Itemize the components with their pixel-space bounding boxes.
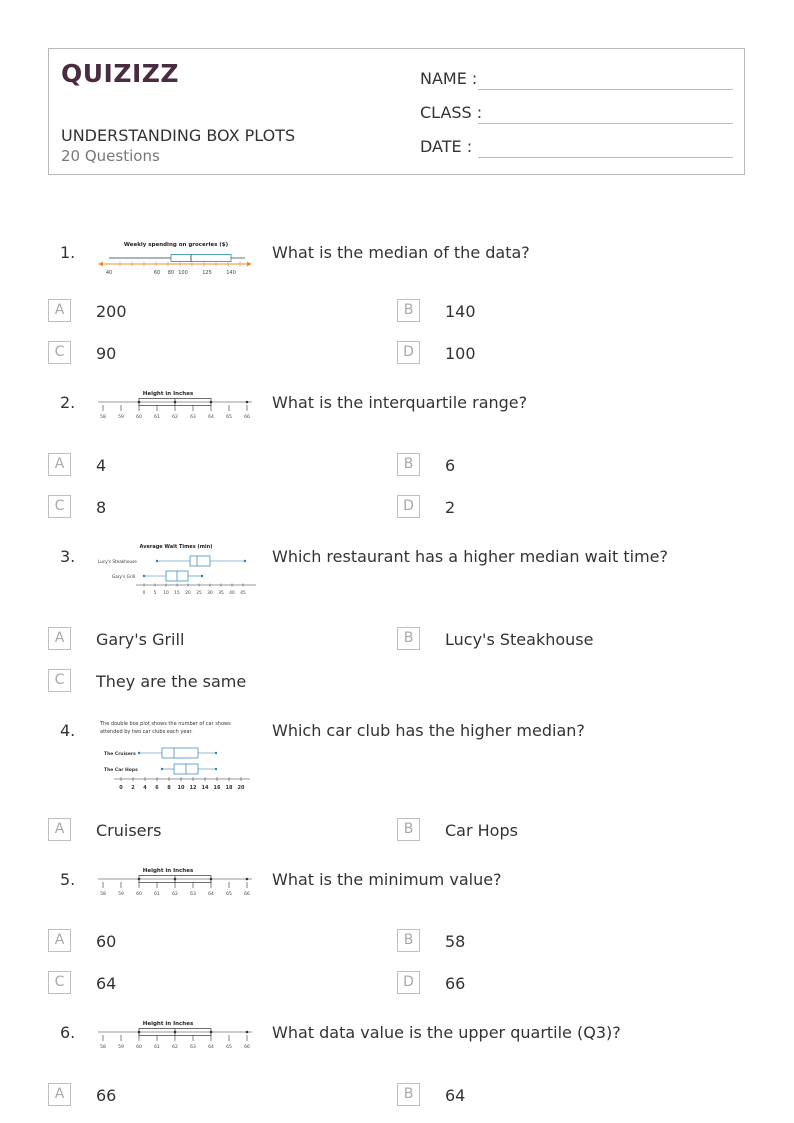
boxplot xyxy=(109,255,245,262)
option-d-box[interactable]: D xyxy=(397,495,420,518)
option-b-box[interactable]: B xyxy=(397,818,420,841)
tick-label: 59 xyxy=(118,892,124,897)
tick-label: 66 xyxy=(244,892,250,897)
option-c-text[interactable]: 8 xyxy=(96,498,107,517)
tick-label: 65 xyxy=(226,415,232,420)
option-b-text[interactable]: 58 xyxy=(445,932,466,951)
tick-label: 30 xyxy=(207,591,213,596)
tick-label: 58 xyxy=(100,1045,106,1050)
option-a-text[interactable]: 4 xyxy=(96,456,107,475)
option-a-box[interactable]: A xyxy=(48,627,71,650)
option-d-text[interactable]: 66 xyxy=(445,974,466,993)
option-b-box[interactable]: B xyxy=(397,453,420,476)
tick-label: 63 xyxy=(190,415,196,420)
tick-label: 59 xyxy=(118,1045,124,1050)
tick-label: 58 xyxy=(100,415,106,420)
date-line xyxy=(478,157,733,158)
tick-label: 14 xyxy=(201,785,209,791)
question-text: What is the median of the data? xyxy=(272,243,530,262)
option-c-box[interactable]: C xyxy=(48,971,71,994)
question-count: 20 Questions xyxy=(61,147,160,165)
option-c-box[interactable]: C xyxy=(48,495,71,518)
option-a-text[interactable]: Gary's Grill xyxy=(96,630,185,649)
option-b-box[interactable]: B xyxy=(397,627,420,650)
tick-label: 62 xyxy=(172,415,178,420)
question-text: What is the minimum value? xyxy=(272,870,502,889)
option-a-box[interactable]: A xyxy=(48,818,71,841)
box xyxy=(171,255,231,262)
option-a-box[interactable]: A xyxy=(48,1083,71,1106)
tick-label: 15 xyxy=(174,591,180,596)
tick-label: 65 xyxy=(226,892,232,897)
question-1-boxplot xyxy=(96,238,256,278)
tick-label: 62 xyxy=(172,1045,178,1050)
tick-label: 5 xyxy=(153,591,157,596)
tick-label: 60 xyxy=(136,1045,142,1050)
date-label: DATE : xyxy=(420,137,473,156)
tick-label: 64 xyxy=(208,415,214,420)
tick-label: 45 xyxy=(240,591,246,596)
worksheet-title: UNDERSTANDING BOX PLOTS xyxy=(61,126,296,145)
tick-label: 100 xyxy=(178,270,188,276)
option-b-text[interactable]: Lucy's Steakhouse xyxy=(445,630,594,649)
option-b-box[interactable]: B xyxy=(397,1083,420,1106)
figure-title: Weekly spending on groceries ($) xyxy=(123,242,229,248)
option-a-box[interactable]: A xyxy=(48,299,71,322)
tick-label: 10 xyxy=(177,785,185,791)
tick-label: 60 xyxy=(136,892,142,897)
row-label: Lucy's Steakhouse xyxy=(98,559,137,564)
tick-label: 2 xyxy=(131,785,135,791)
tick-label: 16 xyxy=(213,785,221,791)
option-c-text[interactable]: 90 xyxy=(96,344,117,363)
tick-label: 10 xyxy=(163,591,169,596)
question-6-boxplot xyxy=(96,1018,256,1054)
tick-label: 40 xyxy=(105,270,113,276)
arrow-right xyxy=(247,262,252,267)
tick-label: 65 xyxy=(226,1045,232,1050)
ticks xyxy=(103,882,247,888)
tick-label: 25 xyxy=(196,591,202,596)
row-label: The Cruisers xyxy=(104,752,136,757)
option-d-box[interactable]: D xyxy=(397,341,420,364)
tick-label: 61 xyxy=(154,892,160,897)
tick-label: 0 xyxy=(119,785,123,791)
worksheet-header xyxy=(48,48,745,175)
option-a-text[interactable]: 66 xyxy=(96,1086,117,1105)
figure-title: Height in Inches xyxy=(142,868,194,874)
tick-label: 80 xyxy=(167,270,175,276)
option-c-box[interactable]: C xyxy=(48,669,71,692)
question-4-boxplot xyxy=(96,716,256,794)
option-b-text[interactable]: Car Hops xyxy=(445,821,518,840)
question-number: 6. xyxy=(60,1023,76,1042)
option-a-box[interactable]: A xyxy=(48,453,71,476)
tick-label: 63 xyxy=(190,1045,196,1050)
option-b-text[interactable]: 6 xyxy=(445,456,456,475)
row-label: The Car Hops xyxy=(104,768,138,773)
tick-label: 8 xyxy=(167,785,171,791)
question-text: Which restaurant has a higher median wait time? xyxy=(272,547,668,566)
option-a-box[interactable]: A xyxy=(48,929,71,952)
ticks xyxy=(103,405,247,411)
option-b-box[interactable]: B xyxy=(397,929,420,952)
question-text: What is the interquartile range? xyxy=(272,393,528,412)
question-5-boxplot xyxy=(96,865,256,901)
tick-label: 6 xyxy=(155,785,159,791)
tick-label: 64 xyxy=(208,892,214,897)
question-number: 2. xyxy=(60,393,76,412)
option-a-text[interactable]: 60 xyxy=(96,932,117,951)
question-number: 1. xyxy=(60,243,76,262)
figure-title: Average Wait Times (min) xyxy=(139,544,213,550)
point xyxy=(246,401,249,404)
figure-title: Height in Inches xyxy=(142,391,194,397)
question-2-boxplot xyxy=(96,388,256,424)
tick-label: 35 xyxy=(218,591,224,596)
question-number: 3. xyxy=(60,547,76,566)
figure-title: Height in Inches xyxy=(142,1021,194,1027)
point xyxy=(246,1031,249,1034)
point xyxy=(210,401,213,404)
option-b-box[interactable]: B xyxy=(397,299,420,322)
point xyxy=(174,1031,177,1034)
option-c-text[interactable]: 64 xyxy=(96,974,117,993)
tick-label: 60 xyxy=(153,270,161,276)
option-b-text[interactable]: 140 xyxy=(445,302,476,321)
boxplot-lucys xyxy=(156,556,246,566)
tick-label: 20 xyxy=(185,591,191,596)
tick-label: 61 xyxy=(154,415,160,420)
tick-label: 4 xyxy=(143,785,147,791)
option-a-text[interactable]: Cruisers xyxy=(96,821,162,840)
quizizz-logo: QUIZIZZ xyxy=(61,59,180,88)
tick-label: 58 xyxy=(100,892,106,897)
point xyxy=(174,878,177,881)
point xyxy=(138,1031,141,1034)
boxplot-carhops xyxy=(161,764,217,774)
tick-label: 63 xyxy=(190,892,196,897)
tick-label: 64 xyxy=(208,1045,214,1050)
point xyxy=(210,878,213,881)
figure-caption: The double box plot shows the number of car shows xyxy=(100,721,231,727)
name-line xyxy=(478,89,733,90)
tick-label: 0 xyxy=(142,591,146,596)
tick-label: 61 xyxy=(154,1045,160,1050)
tick-label: 40 xyxy=(229,591,235,596)
option-d-box[interactable]: D xyxy=(397,971,420,994)
option-c-box[interactable]: C xyxy=(48,341,71,364)
boxplot-cruisers xyxy=(138,748,217,758)
question-number: 5. xyxy=(60,870,76,889)
tick-label: 125 xyxy=(202,270,212,276)
figure-caption: attended by two car clubs each year. xyxy=(100,729,193,735)
question-text: Which car club has the higher median? xyxy=(272,721,585,740)
row-label: Gary's Grill xyxy=(112,574,136,579)
tick-label: 66 xyxy=(244,415,250,420)
option-c-text[interactable]: They are the same xyxy=(96,672,247,691)
class-label: CLASS : xyxy=(420,103,483,122)
tick-label: 62 xyxy=(172,892,178,897)
name-label: NAME : xyxy=(420,69,478,88)
point xyxy=(246,878,249,881)
class-line xyxy=(478,123,733,124)
boxplot-garys xyxy=(143,571,203,581)
tick-label: 18 xyxy=(225,785,233,791)
tick-label: 20 xyxy=(237,785,245,791)
tick-label: 59 xyxy=(118,415,124,420)
question-number: 4. xyxy=(60,721,76,740)
point xyxy=(138,878,141,881)
question-3-boxplot xyxy=(96,541,260,599)
point xyxy=(174,401,177,404)
point xyxy=(138,401,141,404)
option-a-text[interactable]: 200 xyxy=(96,302,127,321)
tick-label: 140 xyxy=(226,270,236,276)
tick-label: 12 xyxy=(189,785,197,791)
tick-label: 60 xyxy=(136,415,142,420)
option-b-text[interactable]: 64 xyxy=(445,1086,466,1105)
option-d-text[interactable]: 2 xyxy=(445,498,456,517)
ticks xyxy=(103,1035,247,1041)
tick-label: 66 xyxy=(244,1045,250,1050)
point xyxy=(210,1031,213,1034)
question-text: What data value is the upper quartile (Q3)? xyxy=(272,1023,621,1042)
option-d-text[interactable]: 100 xyxy=(445,344,476,363)
arrow-left xyxy=(98,262,103,267)
